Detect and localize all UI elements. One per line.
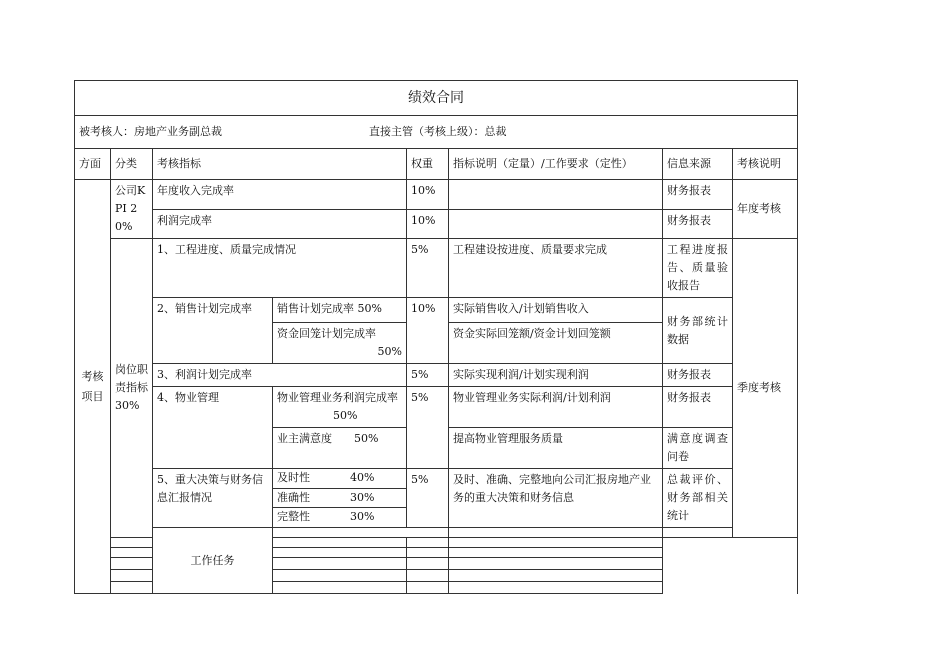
- description-cell: 实际销售收入/计划销售收入: [449, 298, 663, 323]
- table-row: [75, 387, 798, 428]
- weight-cell: 5%: [407, 364, 449, 387]
- indicator-cell: 2、销售计划完成率: [153, 298, 273, 364]
- category-work-tasks: 工作任务: [153, 528, 273, 594]
- table-row: [75, 298, 798, 323]
- note-quarterly: 季度考核: [733, 239, 798, 538]
- sub-indicator-cell: 销售计划完成率 50%: [273, 298, 407, 323]
- table-row: [75, 528, 798, 538]
- description-cell: 提高物业管理服务质量: [449, 428, 663, 469]
- performance-contract-table: [74, 80, 798, 594]
- sub-indicator-cell: 及时性 40%: [273, 469, 407, 489]
- table-row: [75, 469, 798, 489]
- indicator-cell: 年度收入完成率: [153, 180, 407, 210]
- source-cell: 财务报表: [663, 180, 733, 210]
- source-cell: 总裁评价、财务部相关统计: [663, 469, 733, 528]
- supervisor-label: 直接主管（考核上级）：总裁: [369, 125, 507, 138]
- table-row: [75, 239, 798, 298]
- description-cell: 资金实际回笼额/资金计划回笼额: [449, 323, 663, 364]
- indicator-cell: 5、重大决策与财务信息汇报情况: [153, 469, 273, 528]
- weight-cell: 5%: [407, 469, 449, 528]
- description-cell: 及时、准确、完整地向公司汇报房地产业务的重大决策和财务信息: [449, 469, 663, 528]
- source-cell: 财务报表: [663, 387, 733, 428]
- header-aspect: 方面: [75, 149, 111, 180]
- title-row: [75, 81, 798, 116]
- header-source: 信息来源: [663, 149, 733, 180]
- table-row: [75, 582, 798, 594]
- source-cell: 工程进度报告、质量验收报告: [663, 239, 733, 298]
- indicator-cell: 3、利润计划完成率: [153, 364, 407, 387]
- weight-cell: 10%: [407, 298, 449, 364]
- description-cell: 工程建设按进度、质量要求完成: [449, 239, 663, 298]
- source-cell: 满意度调查问卷: [663, 428, 733, 469]
- weight-cell: 10%: [407, 180, 449, 210]
- header-row: [75, 149, 798, 180]
- table-row: [75, 180, 798, 210]
- source-cell: 财务报表: [663, 364, 733, 387]
- table-row: [75, 558, 798, 570]
- sub-indicator-cell: 业主满意度 50%: [273, 428, 407, 469]
- sub-indicator-cell: 准确性 30%: [273, 488, 407, 508]
- aspect-cell: 考核项目: [75, 180, 111, 594]
- table-row: [75, 570, 798, 582]
- description-cell: 物业管理业务实际利润/计划利润: [449, 387, 663, 428]
- table-row: [75, 548, 798, 558]
- contract-title: 绩效合同: [75, 81, 798, 116]
- description-cell: [449, 180, 663, 210]
- sub-indicator-cell: 物业管理业务利润完成率 50%: [273, 387, 407, 428]
- performance-contract-sheet: [74, 80, 798, 594]
- indicator-cell: 4、物业管理: [153, 387, 273, 469]
- note-annual: 年度考核: [733, 180, 798, 239]
- info-row: [75, 116, 798, 149]
- table-row: [75, 209, 798, 239]
- category-company-kpi: 公司KPI 20%: [111, 180, 153, 239]
- source-cell: 财务报表: [663, 209, 733, 239]
- source-cell: 财务部统计数据: [663, 298, 733, 364]
- header-category: 分类: [111, 149, 153, 180]
- indicator-cell: 利润完成率: [153, 209, 407, 239]
- table-row: [75, 538, 798, 548]
- header-description: 指标说明（定量）/工作要求（定性）: [449, 149, 663, 180]
- header-indicator: 考核指标: [153, 149, 407, 180]
- description-cell: 实际实现利润/计划实现利润: [449, 364, 663, 387]
- weight-cell: 5%: [407, 387, 449, 469]
- sub-indicator-cell: 资金回笼计划完成率 50%: [273, 323, 407, 364]
- description-cell: [449, 209, 663, 239]
- weight-cell: 5%: [407, 239, 449, 298]
- header-note: 考核说明: [733, 149, 798, 180]
- sub-indicator-cell: 完整性 30%: [273, 508, 407, 528]
- indicator-cell: 1、工程进度、质量完成情况: [153, 239, 407, 298]
- weight-cell: 10%: [407, 209, 449, 239]
- assessee-label: 被考核人：房地产业务副总裁: [79, 125, 222, 138]
- category-post-duty: 岗位职责指标 30%: [111, 239, 153, 538]
- header-weight: 权重: [407, 149, 449, 180]
- table-row: [75, 364, 798, 387]
